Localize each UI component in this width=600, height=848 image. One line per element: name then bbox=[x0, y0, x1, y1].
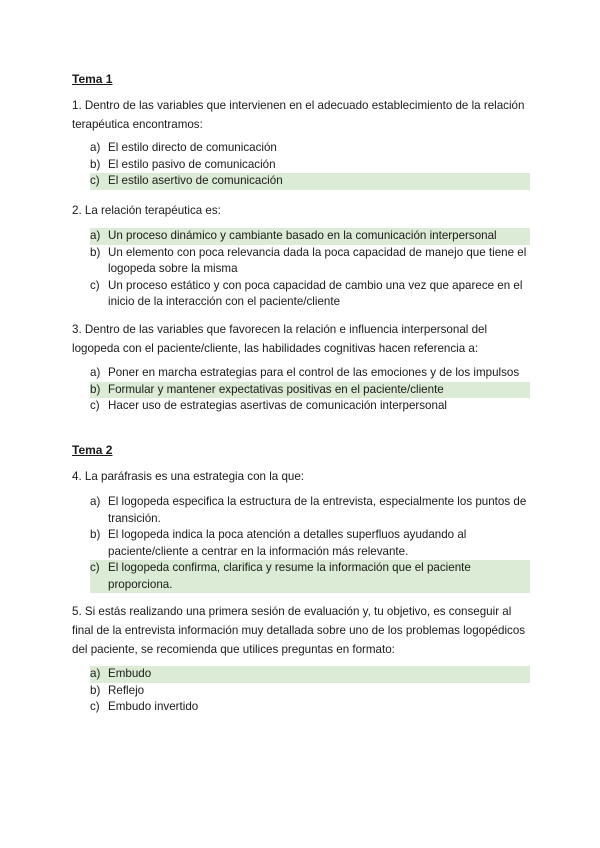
option-4b bbox=[90, 527, 530, 560]
question-5-options bbox=[90, 666, 530, 716]
question-5: 5. Si estás realizando una primera sesión de evaluación y, tu objetivo, es conseguir al final de la entrevista información muy detallada sobre uno de los problemas logopédicos del paciente, se recomienda que utilices preguntas en formato: bbox=[72, 605, 526, 656]
section-heading-tema-1: Tema 1 bbox=[72, 72, 113, 86]
option-text: El logopeda confirma, clarifica y resume la información que el paciente proporciona. bbox=[108, 561, 471, 591]
question-4: 4. La paráfrasis es una estrategia con la que: bbox=[72, 470, 305, 483]
option-letter: a) bbox=[90, 667, 101, 680]
option-text: Un proceso dinámico y cambiante basado en la comunicación interpersonal bbox=[108, 229, 497, 242]
option-letter: c) bbox=[90, 399, 100, 412]
option-3b-correct bbox=[90, 382, 530, 399]
question-2-options bbox=[90, 228, 530, 311]
option-text: El estilo pasivo de comunicación bbox=[108, 157, 276, 171]
option-text: Poner en marcha estrategias para el control de las emociones y de los impulsos bbox=[108, 366, 520, 379]
option-text: Hacer uso de estrategias asertivas de comunicación interpersonal bbox=[108, 399, 447, 412]
option-text: Embudo bbox=[108, 667, 152, 680]
option-text: El logopeda especifica la estructura de la entrevista, especialmente los puntos de transición. bbox=[108, 495, 527, 525]
question-3-options bbox=[90, 365, 530, 415]
option-letter: b) bbox=[90, 382, 101, 396]
option-4a bbox=[90, 494, 530, 527]
option-letter: a) bbox=[90, 366, 101, 379]
option-text: Formular y mantener expectativas positivas en el paciente/cliente bbox=[108, 382, 444, 396]
option-4c-correct bbox=[90, 560, 530, 593]
option-5c bbox=[90, 699, 530, 716]
option-2a-correct bbox=[90, 228, 530, 245]
option-letter: a) bbox=[90, 495, 101, 508]
section-heading-tema-2: Tema 2 bbox=[72, 443, 113, 457]
question-2: 2. La relación terapéutica es: bbox=[72, 204, 221, 217]
option-text: El estilo directo de comunicación bbox=[108, 141, 277, 154]
question-4-options bbox=[90, 494, 530, 593]
option-letter: c) bbox=[90, 561, 100, 574]
option-5a-correct bbox=[90, 666, 530, 683]
option-2c bbox=[90, 278, 530, 311]
option-text: El estilo asertivo de comunicación bbox=[108, 174, 283, 187]
option-letter: c) bbox=[90, 174, 100, 187]
option-text: El logopeda indica la poca atención a detalles superfluos ayudando al paciente/cliente a centrar en la información más relevante. bbox=[108, 528, 467, 558]
option-text: Reflejo bbox=[108, 683, 145, 697]
option-1c-correct bbox=[90, 173, 530, 190]
option-letter: a) bbox=[90, 229, 101, 242]
option-3a bbox=[90, 365, 530, 382]
option-letter: b) bbox=[90, 683, 101, 697]
option-letter: c) bbox=[90, 278, 100, 292]
option-letter: b) bbox=[90, 157, 101, 171]
option-letter: a) bbox=[90, 141, 101, 154]
option-1b bbox=[90, 157, 530, 174]
question-3: 3. Dentro de las variables que favorecen la relación e influencia interpersonal del logopeda con el paciente/cliente, las habilidades cognitivas hacen referencia a: bbox=[72, 323, 488, 355]
option-letter: b) bbox=[90, 528, 101, 541]
option-letter: b) bbox=[90, 245, 101, 259]
option-5b bbox=[90, 683, 530, 700]
option-text: Embudo invertido bbox=[108, 700, 199, 713]
option-1a bbox=[90, 140, 530, 157]
question-1: 1. Dentro de las variables que intervienen en el adecuado establecimiento de la relación terapéutica encontramos: bbox=[72, 99, 525, 131]
option-letter: c) bbox=[90, 700, 100, 713]
option-3c bbox=[90, 398, 530, 415]
option-text: Un proceso estático y con poca capacidad de cambio una vez que aparece en el inicio de la interacción con el paciente/cliente bbox=[108, 278, 523, 308]
option-2b bbox=[90, 245, 530, 278]
question-1-options bbox=[90, 140, 530, 190]
option-text: Un elemento con poca relevancia dada la poca capacidad de manejo que tiene el logopeda sobre la misma bbox=[108, 245, 527, 275]
